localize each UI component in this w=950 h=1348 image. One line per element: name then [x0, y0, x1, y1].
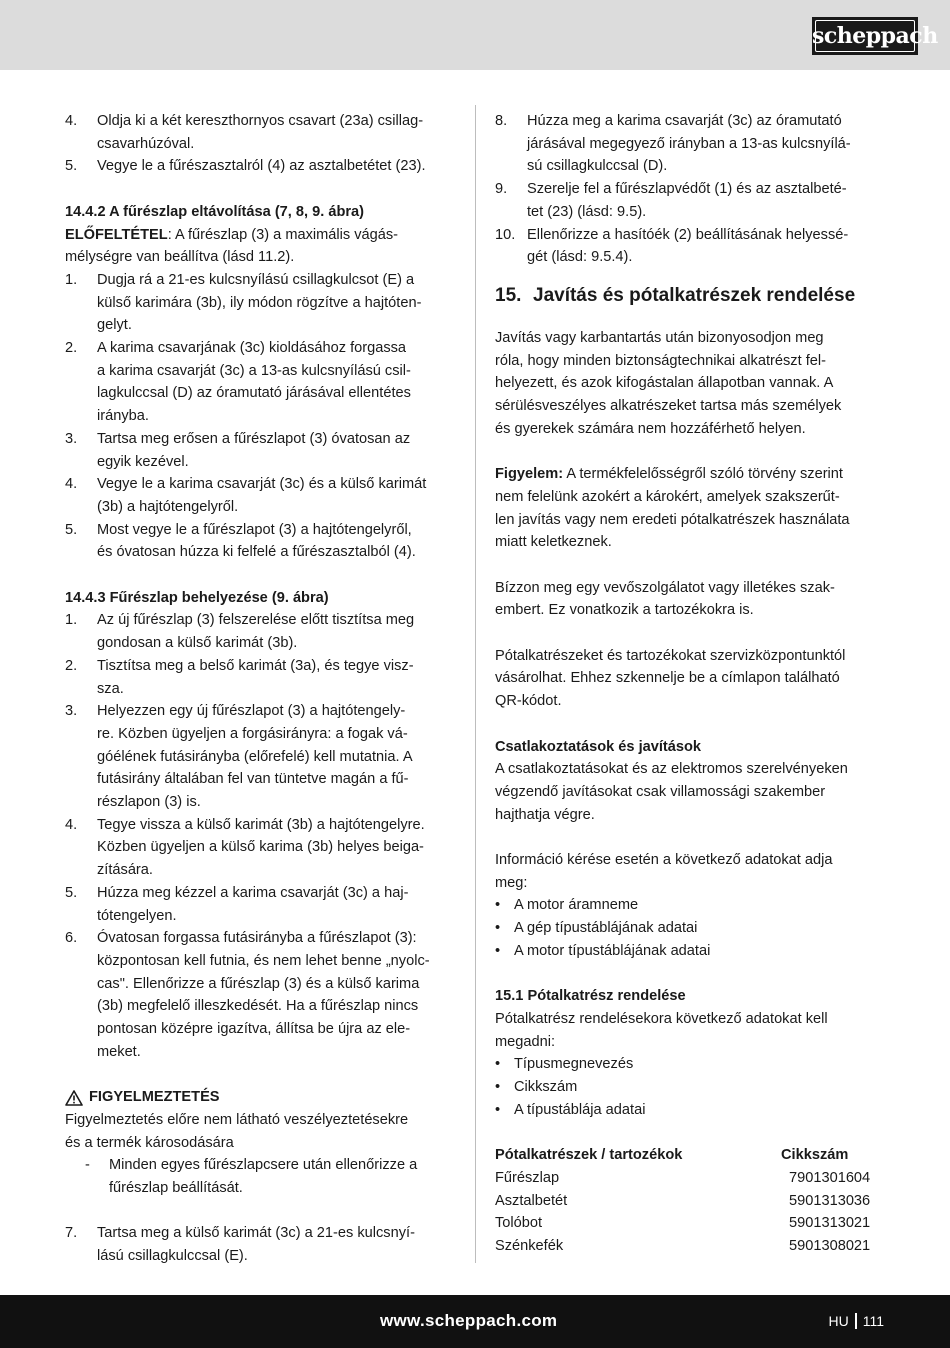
list-item: [65, 473, 457, 518]
step-text: pontosan középre igazítva, állítsa be újra az ele-: [97, 1021, 411, 1038]
step-text: járásával megegyező irányban a 13-as kulcsnyílá-: [527, 135, 851, 152]
step-text: Húzza meg a karima csavarját (3c) az óramutató: [527, 113, 842, 129]
step-text: (3b) a hajtótengelyről.: [97, 498, 239, 515]
step-number: 3.: [65, 703, 78, 720]
step-number: 3.: [65, 430, 78, 447]
list-item: [495, 178, 887, 223]
precondition-line: [65, 224, 457, 247]
list-item: [495, 1053, 887, 1076]
step-number: 5.: [65, 884, 78, 901]
warning-triangle-icon: [65, 1090, 83, 1106]
list-item: [495, 894, 887, 917]
warning-title: [65, 1086, 457, 1109]
repair-paragraph: [495, 327, 887, 441]
step-text: Helyezzen egy új fűrészlapot (3) a hajtótengely-: [97, 703, 406, 720]
step-text: Közben ügyeljen a külső karima (3b) helyes beiga-: [97, 839, 424, 856]
paragraph-line: Információ kérése esetén a következő adatokat adja: [495, 852, 833, 869]
left-column: [65, 110, 457, 1268]
paragraph-line: QR-kódot.: [495, 693, 562, 710]
final-step: [65, 1222, 457, 1267]
step-text: Tartsa meg a külső karimát (3c) a 21-es kulcsnyí-: [97, 1225, 415, 1242]
list-item: [495, 224, 887, 269]
list-item: [65, 269, 457, 337]
list-item: [65, 609, 457, 654]
step-text: tet (23) (lásd: 9.5).: [527, 203, 647, 220]
dash-text: Minden egyes fűrészlapcsere után ellenőrizze a: [109, 1157, 418, 1174]
right-column: [495, 110, 887, 1258]
bullet-text: A típustáblája adatai: [514, 1101, 646, 1118]
list-item: [65, 428, 457, 473]
step-text: Óvatosan forgassa futásirányba a fűrészlapot (3):: [97, 930, 417, 947]
list-item: [65, 882, 457, 927]
intro-steps: [65, 110, 457, 178]
paragraph-line: megadni:: [495, 1033, 556, 1050]
bullet-mark: •: [495, 897, 501, 914]
step-number: 1.: [65, 612, 78, 629]
step-text: gondosan a külső karimát (3b).: [97, 635, 298, 652]
section-number: 15.: [495, 284, 522, 306]
step-text: zítására.: [97, 862, 153, 879]
step-number: 10.: [495, 226, 516, 243]
table-row: [495, 1212, 885, 1235]
step-text: meket.: [97, 1043, 141, 1060]
service-paragraph: [495, 577, 887, 622]
list-item: [495, 1076, 887, 1099]
step-text: Tisztítsa meg a belső karimát (3a), és tegye visz-: [97, 657, 414, 674]
column-header-article: Cikkszám: [781, 1147, 849, 1164]
list-item: [495, 917, 887, 940]
step-text: Vegye le a karima csavarját (3c) és a külső karimát: [97, 476, 427, 493]
section-insert-blade: [65, 587, 457, 1064]
step-text: sú csillagkulccsal (D).: [527, 158, 668, 175]
bullet-text: Típusmegnevezés: [514, 1056, 634, 1073]
bullet-mark: •: [495, 942, 501, 959]
subsection-heading: 14.4.3 Fűrészlap behelyezése (9. ábra): [65, 589, 329, 606]
purchase-paragraph: [495, 645, 887, 713]
part-code: 5901308021: [789, 1237, 871, 1254]
paragraph-line: hajthatja végre.: [495, 806, 595, 823]
step-text: Ellenőrizze a hasítóék (2) beállításának helyessé-: [527, 226, 849, 243]
step-text: Tartsa meg erősen a fűrészlapot (3) óvatosan az: [97, 430, 411, 447]
step-number: 1.: [65, 271, 78, 288]
paragraph-line: A csatlakoztatásokat és az elektromos szerelvényeken: [495, 761, 848, 778]
section-heading: [495, 283, 887, 309]
subsection-heading: 15.1 Pótalkatrész rendelése: [495, 988, 686, 1005]
bullet-text: A motor típustáblájának adatai: [514, 942, 711, 959]
step-number: 2.: [65, 657, 78, 674]
step-text: Most vegye le a fűrészlapot (3) a hajtótengelyről,: [97, 521, 412, 538]
warning-title-text: FIGYELMEZTETÉS: [89, 1089, 220, 1106]
list-item: [495, 940, 887, 963]
parts-table: [495, 1144, 885, 1258]
part-name: Tolóbot: [495, 1215, 543, 1232]
part-name: Fűrészlap: [495, 1169, 560, 1186]
step-text: re. Közben ügyeljen a forgásirányra: a fogak vá-: [97, 725, 408, 742]
step-text: lású csillagkulccsal (E).: [97, 1248, 248, 1265]
step-text: futásirány általában fel van tüntetve magán a fű-: [97, 771, 409, 788]
step-text: központosan kell futnia, és nem lehet benne „nyolc-: [97, 952, 430, 969]
paragraph-text: A termékfelelősségről szóló törvény szerint: [563, 466, 843, 483]
subsection-heading: 14.4.2 A fűrészlap eltávolítása (7, 8, 9. ábra): [65, 203, 365, 220]
list-item: [65, 337, 457, 428]
column-header-parts: Pótalkatrészek / tartozékok: [495, 1147, 683, 1164]
step-text: Tegye vissza a külső karimát (3b) a hajtótengelyre.: [97, 816, 425, 833]
attention-paragraph: [495, 463, 887, 554]
part-code: 7901301604: [789, 1169, 871, 1186]
step-number: 4.: [65, 113, 78, 129]
warning-text: Figyelmeztetés előre nem látható veszélyeztetésekre: [65, 1111, 409, 1128]
list-item: [65, 927, 457, 1063]
table-row: [495, 1235, 885, 1258]
paragraph-line: Pótalkatrészeket és tartozékokat szervizközpontunktól: [495, 647, 846, 664]
table-header-row: [495, 1144, 885, 1167]
list-item: [65, 814, 457, 882]
section-title: Javítás és pótalkatrészek rendelése: [533, 284, 856, 306]
paragraph-line: és gyerekek számára nem hozzáférhető helyen.: [495, 420, 806, 437]
attention-label: Figyelem:: [495, 466, 564, 483]
step-text: Az új fűrészlap (3) felszerelése előtt tisztítsa meg: [97, 612, 415, 629]
paragraph-line: len javítás vagy nem eredeti pótalkatrészek használata: [495, 511, 850, 528]
paragraph-line: meg:: [495, 874, 528, 891]
step-text: csavarhúzóval.: [97, 135, 195, 152]
step-text: egyik kezével.: [97, 453, 189, 470]
list-item: [495, 1099, 887, 1122]
dash-mark: -: [85, 1157, 90, 1174]
list-item: [495, 110, 887, 178]
step-number: 4.: [65, 476, 78, 493]
section-remove-blade: [65, 201, 457, 564]
step-text: Szerelje fel a fűrészlapvédőt (1) és az asztalbeté-: [527, 181, 847, 198]
page-header: [0, 0, 950, 70]
bullet-mark: •: [495, 1101, 501, 1118]
bullet-mark: •: [495, 920, 501, 937]
bullet-text: A gép típustáblájának adatai: [514, 920, 698, 937]
precondition-text: : A fűrészlap (3) a maximális vágás-: [167, 226, 399, 243]
page-indicator: [828, 1310, 884, 1332]
paragraph-line: róla, hogy minden biztonságtechnikai alkatrészt fel-: [495, 352, 826, 369]
step-text: részlapon (3) is.: [97, 794, 201, 811]
list-item: [65, 519, 457, 564]
dash-text: fűrészlap beállítását.: [109, 1180, 243, 1196]
logo-text: scheppach: [812, 23, 938, 49]
bullet-mark: •: [495, 1056, 501, 1073]
bullet-text: Cikkszám: [514, 1079, 578, 1096]
step-text: Vegye le a fűrészasztalról (4) az asztalbetétet (23).: [97, 158, 426, 175]
table-row: [495, 1167, 885, 1190]
page-number: 111: [862, 1313, 884, 1329]
precondition-label: ELŐFELTÉTEL: [65, 226, 168, 243]
subsection-heading: Csatlakoztatások és javítások: [495, 738, 702, 755]
step-text: lagkulccsal (D) az óramutató járásával ellentétes: [97, 385, 411, 402]
step-number: 5.: [65, 158, 78, 175]
paragraph-line: Javítás vagy karbantartás után bizonyosodjon meg: [495, 329, 824, 346]
step-number: 9.: [495, 181, 508, 198]
page-footer: [0, 1295, 950, 1348]
step-text: A karima csavarjának (3c) kioldásához forgassa: [97, 340, 407, 357]
step-text: Húzza meg kézzel a karima csavarját (3c) a haj-: [97, 884, 409, 901]
bullet-text: A motor áramneme: [514, 897, 639, 914]
paragraph-line: [495, 463, 887, 486]
step-number: 7.: [65, 1225, 78, 1242]
step-text: góélének futásirányba (előrefelé) kell mutatnia. A: [97, 748, 413, 765]
step-text: a karima csavarját (3c) a 13-as kulcsnyílású csil-: [97, 362, 411, 379]
step-text: irányba.: [97, 408, 149, 425]
warning-dash-item: [65, 1154, 457, 1199]
paragraph-line: miatt keletkeznek.: [495, 534, 612, 551]
continued-steps: [495, 110, 887, 269]
footer-separator: [855, 1313, 857, 1329]
logo-frame: [815, 20, 915, 52]
step-text: (3b) megfelelő illeszkedését. Ha a fűrészlap nincs: [97, 998, 419, 1015]
step-number: 5.: [65, 521, 78, 538]
step-text: Oldja ki a két kereszthornyos csavart (23a) csillag-: [97, 113, 424, 129]
list-item: [65, 655, 457, 700]
step-text: külső karimára (3b), ily módon rögzítve a hajtóten-: [97, 294, 422, 311]
step-text: gelyt.: [97, 317, 132, 334]
paragraph-line: végzendő javításokat csak villamossági szakember: [495, 783, 826, 800]
paragraph-line: nem felelünk azokért a károkért, amelyek szakszerűt-: [495, 488, 840, 505]
step-number: 2.: [65, 340, 78, 357]
precondition-text: mélységre van beállítva (lásd 11.2).: [65, 249, 295, 266]
scheppach-logo: [812, 17, 938, 55]
list-item: [65, 1222, 457, 1267]
step-text: sza.: [97, 680, 124, 697]
step-text: tótengelyen.: [97, 907, 177, 924]
step-number: 8.: [495, 113, 508, 129]
website-link[interactable]: www.scheppach.com: [380, 1311, 558, 1330]
paragraph-line: sérülésveszélyes alkatrészeket tartsa más személyek: [495, 398, 842, 415]
list-item: [65, 155, 457, 178]
paragraph-line: helyezett, és azok kifogástalan állapotban vannak. A: [495, 375, 834, 392]
list-item: [65, 110, 457, 155]
part-code: 5901313036: [789, 1192, 871, 1209]
column-divider: [475, 105, 476, 1263]
info-section: [495, 849, 887, 963]
table-row: [495, 1190, 885, 1213]
language-code: HU: [828, 1313, 849, 1329]
part-code: 5901313021: [789, 1215, 871, 1232]
step-text: Dugja rá a 21-es kulcsnyílású csillagkulcsot (E) a: [97, 271, 415, 288]
paragraph-line: embert. Ez vonatkozik a tartozékokra is.: [495, 602, 754, 619]
warning-text: és a termék károsodására: [65, 1134, 234, 1151]
step-text: és óvatosan húzza ki felfelé a fűrészasztalból (4).: [97, 544, 416, 561]
list-item: [65, 700, 457, 814]
warning-box: [65, 1086, 457, 1200]
part-name: Szénkefék: [495, 1237, 564, 1254]
step-number: 6.: [65, 930, 78, 947]
order-section: [495, 985, 887, 1121]
paragraph-line: Pótalkatrész rendelésekora következő adatokat kell: [495, 1010, 828, 1027]
step-text: cas". Ellenőrizze a fűrészlap (3) és a külső karima: [97, 975, 420, 992]
bullet-mark: •: [495, 1079, 501, 1096]
connections-section: [495, 736, 887, 827]
part-name: Asztalbetét: [495, 1192, 568, 1209]
paragraph-line: Bízzon meg egy vevőszolgálatot vagy illetékes szak-: [495, 579, 835, 596]
step-number: 4.: [65, 816, 78, 833]
step-text: gét (lásd: 9.5.4).: [527, 249, 633, 266]
paragraph-line: vásárolhat. Ehhez szkennelje be a címlapon található: [495, 670, 840, 687]
